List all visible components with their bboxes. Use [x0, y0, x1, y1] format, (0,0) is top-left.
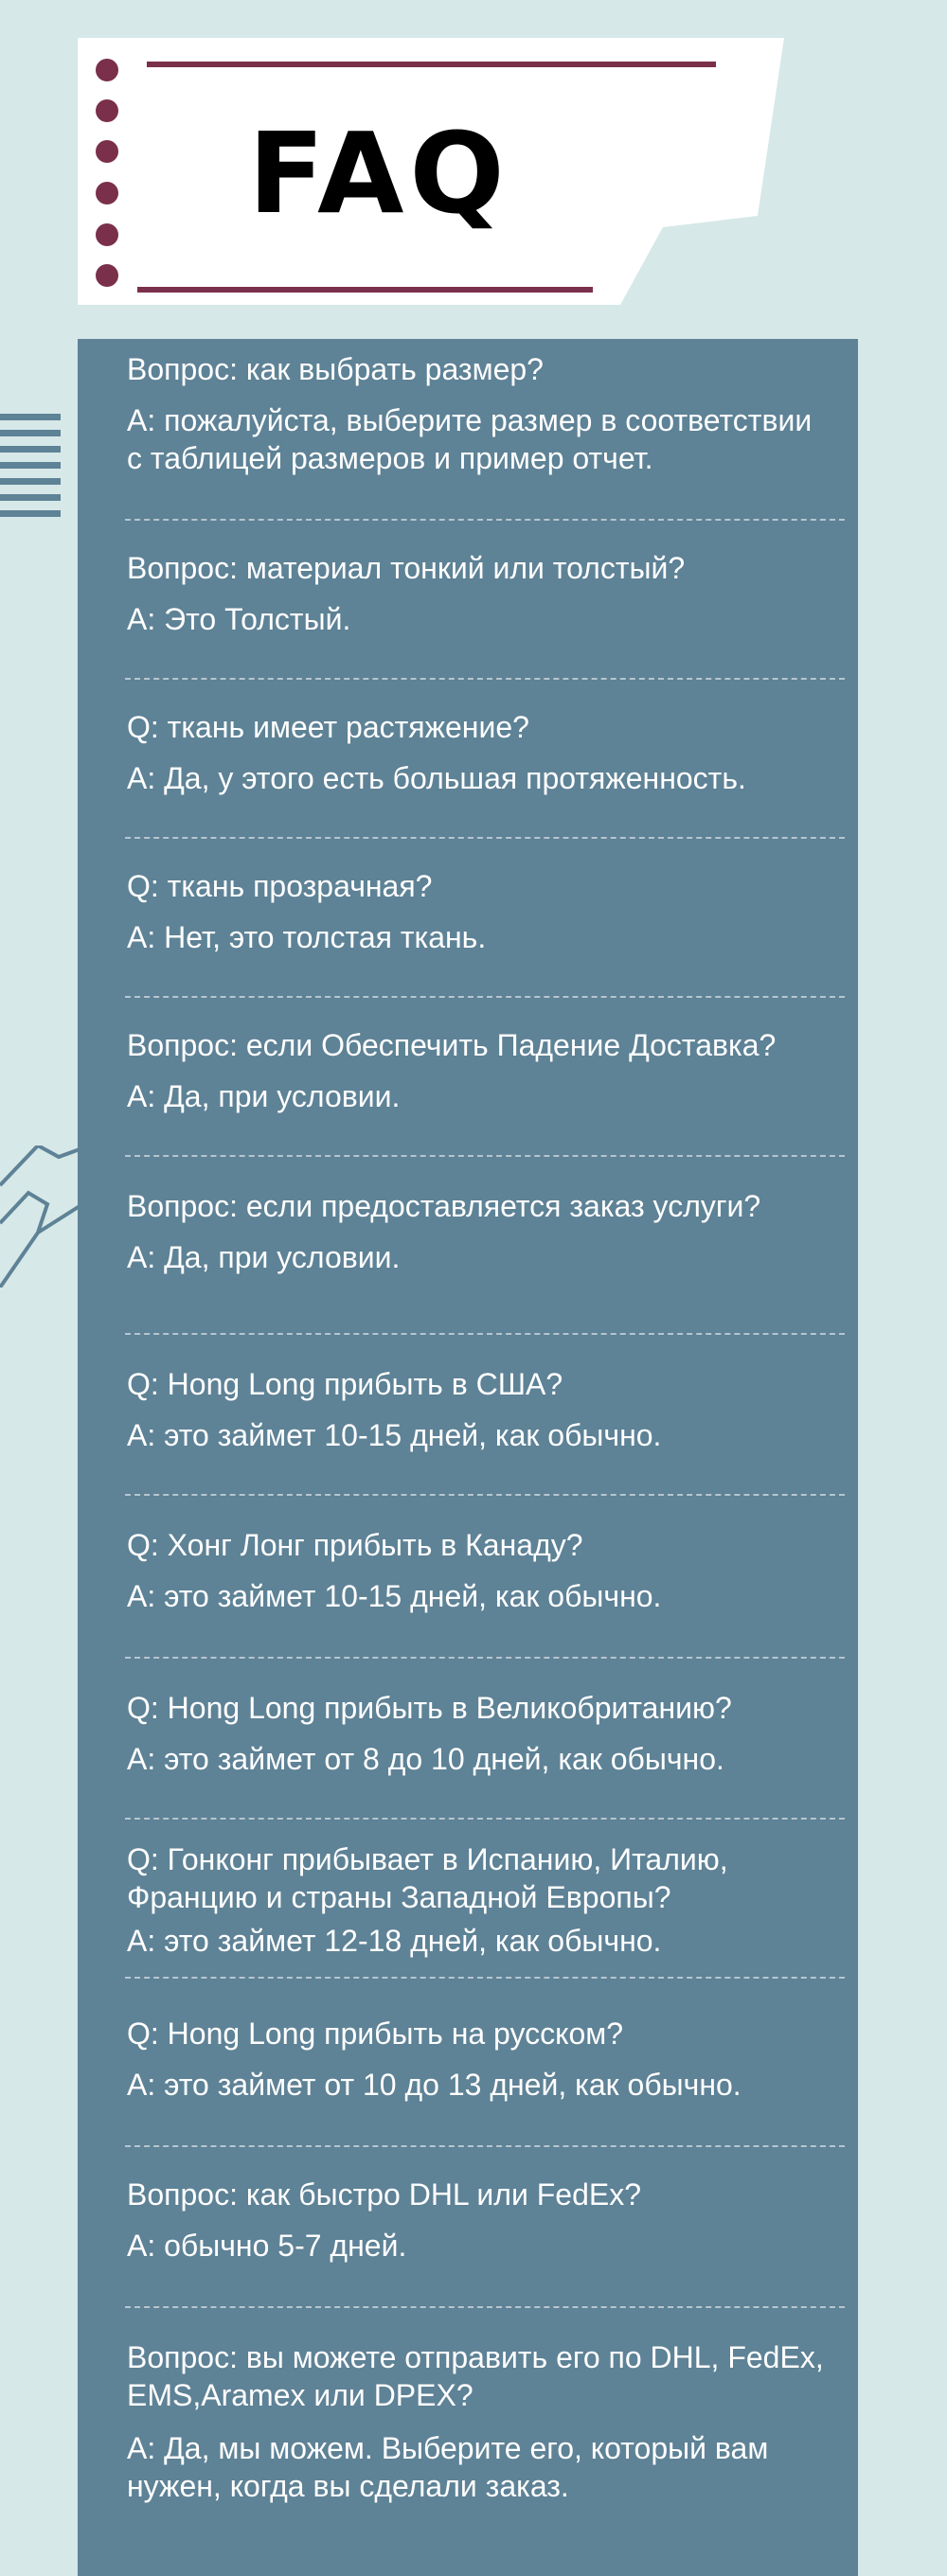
faq-question: Q: ткань имеет растяжение?	[127, 710, 529, 744]
faq-item	[78, 350, 835, 477]
faq-answer: А: Да, мы можем. Выберите его, который вам нужен, когда вы сделали заказ.	[127, 2431, 769, 2503]
faq-answer: А: это займет 12-18 дней, как обычно.	[127, 1924, 662, 1958]
faq-question: Q: ткань прозрачная?	[127, 869, 433, 903]
faq-question: Q: Hong Long прибыть в США?	[127, 1367, 563, 1401]
faq-answer: А: Да, при условии.	[127, 1079, 401, 1113]
faq-item	[78, 867, 835, 956]
faq-item	[78, 1187, 835, 1276]
divider	[125, 1657, 845, 1659]
divider	[125, 1494, 845, 1496]
faq-panel	[78, 339, 858, 2576]
faq-answer: А: обычно 5-7 дней.	[127, 2229, 407, 2263]
divider	[125, 996, 845, 998]
faq-answer: А: Нет, это толстая ткань.	[127, 920, 487, 954]
faq-question: Q: Hong Long прибыть на русском?	[127, 2016, 624, 2051]
faq-question: Вопрос: если Обеспечить Падение Доставка?	[127, 1028, 777, 1062]
faq-item	[78, 1526, 835, 1615]
divider	[125, 2145, 845, 2147]
faq-answer: А: это займет 10-15 дней, как обычно.	[127, 1579, 662, 1613]
divider	[125, 519, 845, 521]
faq-item	[78, 1689, 835, 1778]
faq-item	[78, 1365, 835, 1454]
faq-question: Q: Хонг Лонг прибыть в Канаду?	[127, 1528, 583, 1562]
zigzag-decoration-icon	[0, 1146, 80, 1288]
faq-item	[78, 708, 835, 797]
divider	[125, 1155, 845, 1157]
faq-answer: А: Да, у этого есть большая протяженность.	[127, 761, 746, 795]
faq-item	[78, 2176, 835, 2265]
divider	[125, 2306, 845, 2308]
faq-item	[78, 1026, 835, 1115]
faq-answer: А: это займет от 10 до 13 дней, как обычно.	[127, 2068, 742, 2102]
divider	[125, 837, 845, 839]
faq-question: Вопрос: вы можете отправить его по DHL, FedEx, EMS,Aramex или DPEX?	[127, 2340, 824, 2412]
faq-question: Вопрос: материал тонкий или толстый?	[127, 551, 686, 585]
faq-answer: А: Это Толстый.	[127, 602, 351, 636]
faq-question: Q: Гонконг прибывает в Испанию, Италию, Францию и страны Западной Европы?	[127, 1842, 728, 1914]
divider	[125, 678, 845, 680]
faq-question: Вопрос: если предоставляется заказ услуги?	[127, 1189, 761, 1223]
divider	[125, 1333, 845, 1335]
faq-question: Q: Hong Long прибыть в Великобританию?	[127, 1691, 732, 1725]
divider	[125, 1977, 845, 1979]
faq-item	[78, 549, 835, 638]
faq-question: Вопрос: как выбрать размер?	[127, 352, 544, 386]
stripes-decoration-icon	[0, 414, 63, 518]
faq-answer: А: это займет 10-15 дней, как обычно.	[127, 1418, 662, 1452]
page-title: FAQ	[248, 108, 510, 239]
faq-answer: А: пожалуйста, выберите размер в соответствии с таблицей размеров и пример отчет.	[127, 403, 813, 475]
faq-item	[78, 2015, 835, 2104]
faq-item	[78, 2338, 835, 2505]
faq-item	[78, 1840, 835, 1960]
faq-answer: А: это займет от 8 до 10 дней, как обычно.	[127, 1742, 724, 1776]
faq-question: Вопрос: как быстро DHL или FedEx?	[127, 2177, 642, 2212]
faq-answer: А: Да, при условии.	[127, 1240, 401, 1274]
header-card	[0, 0, 947, 322]
divider	[125, 1818, 845, 1820]
